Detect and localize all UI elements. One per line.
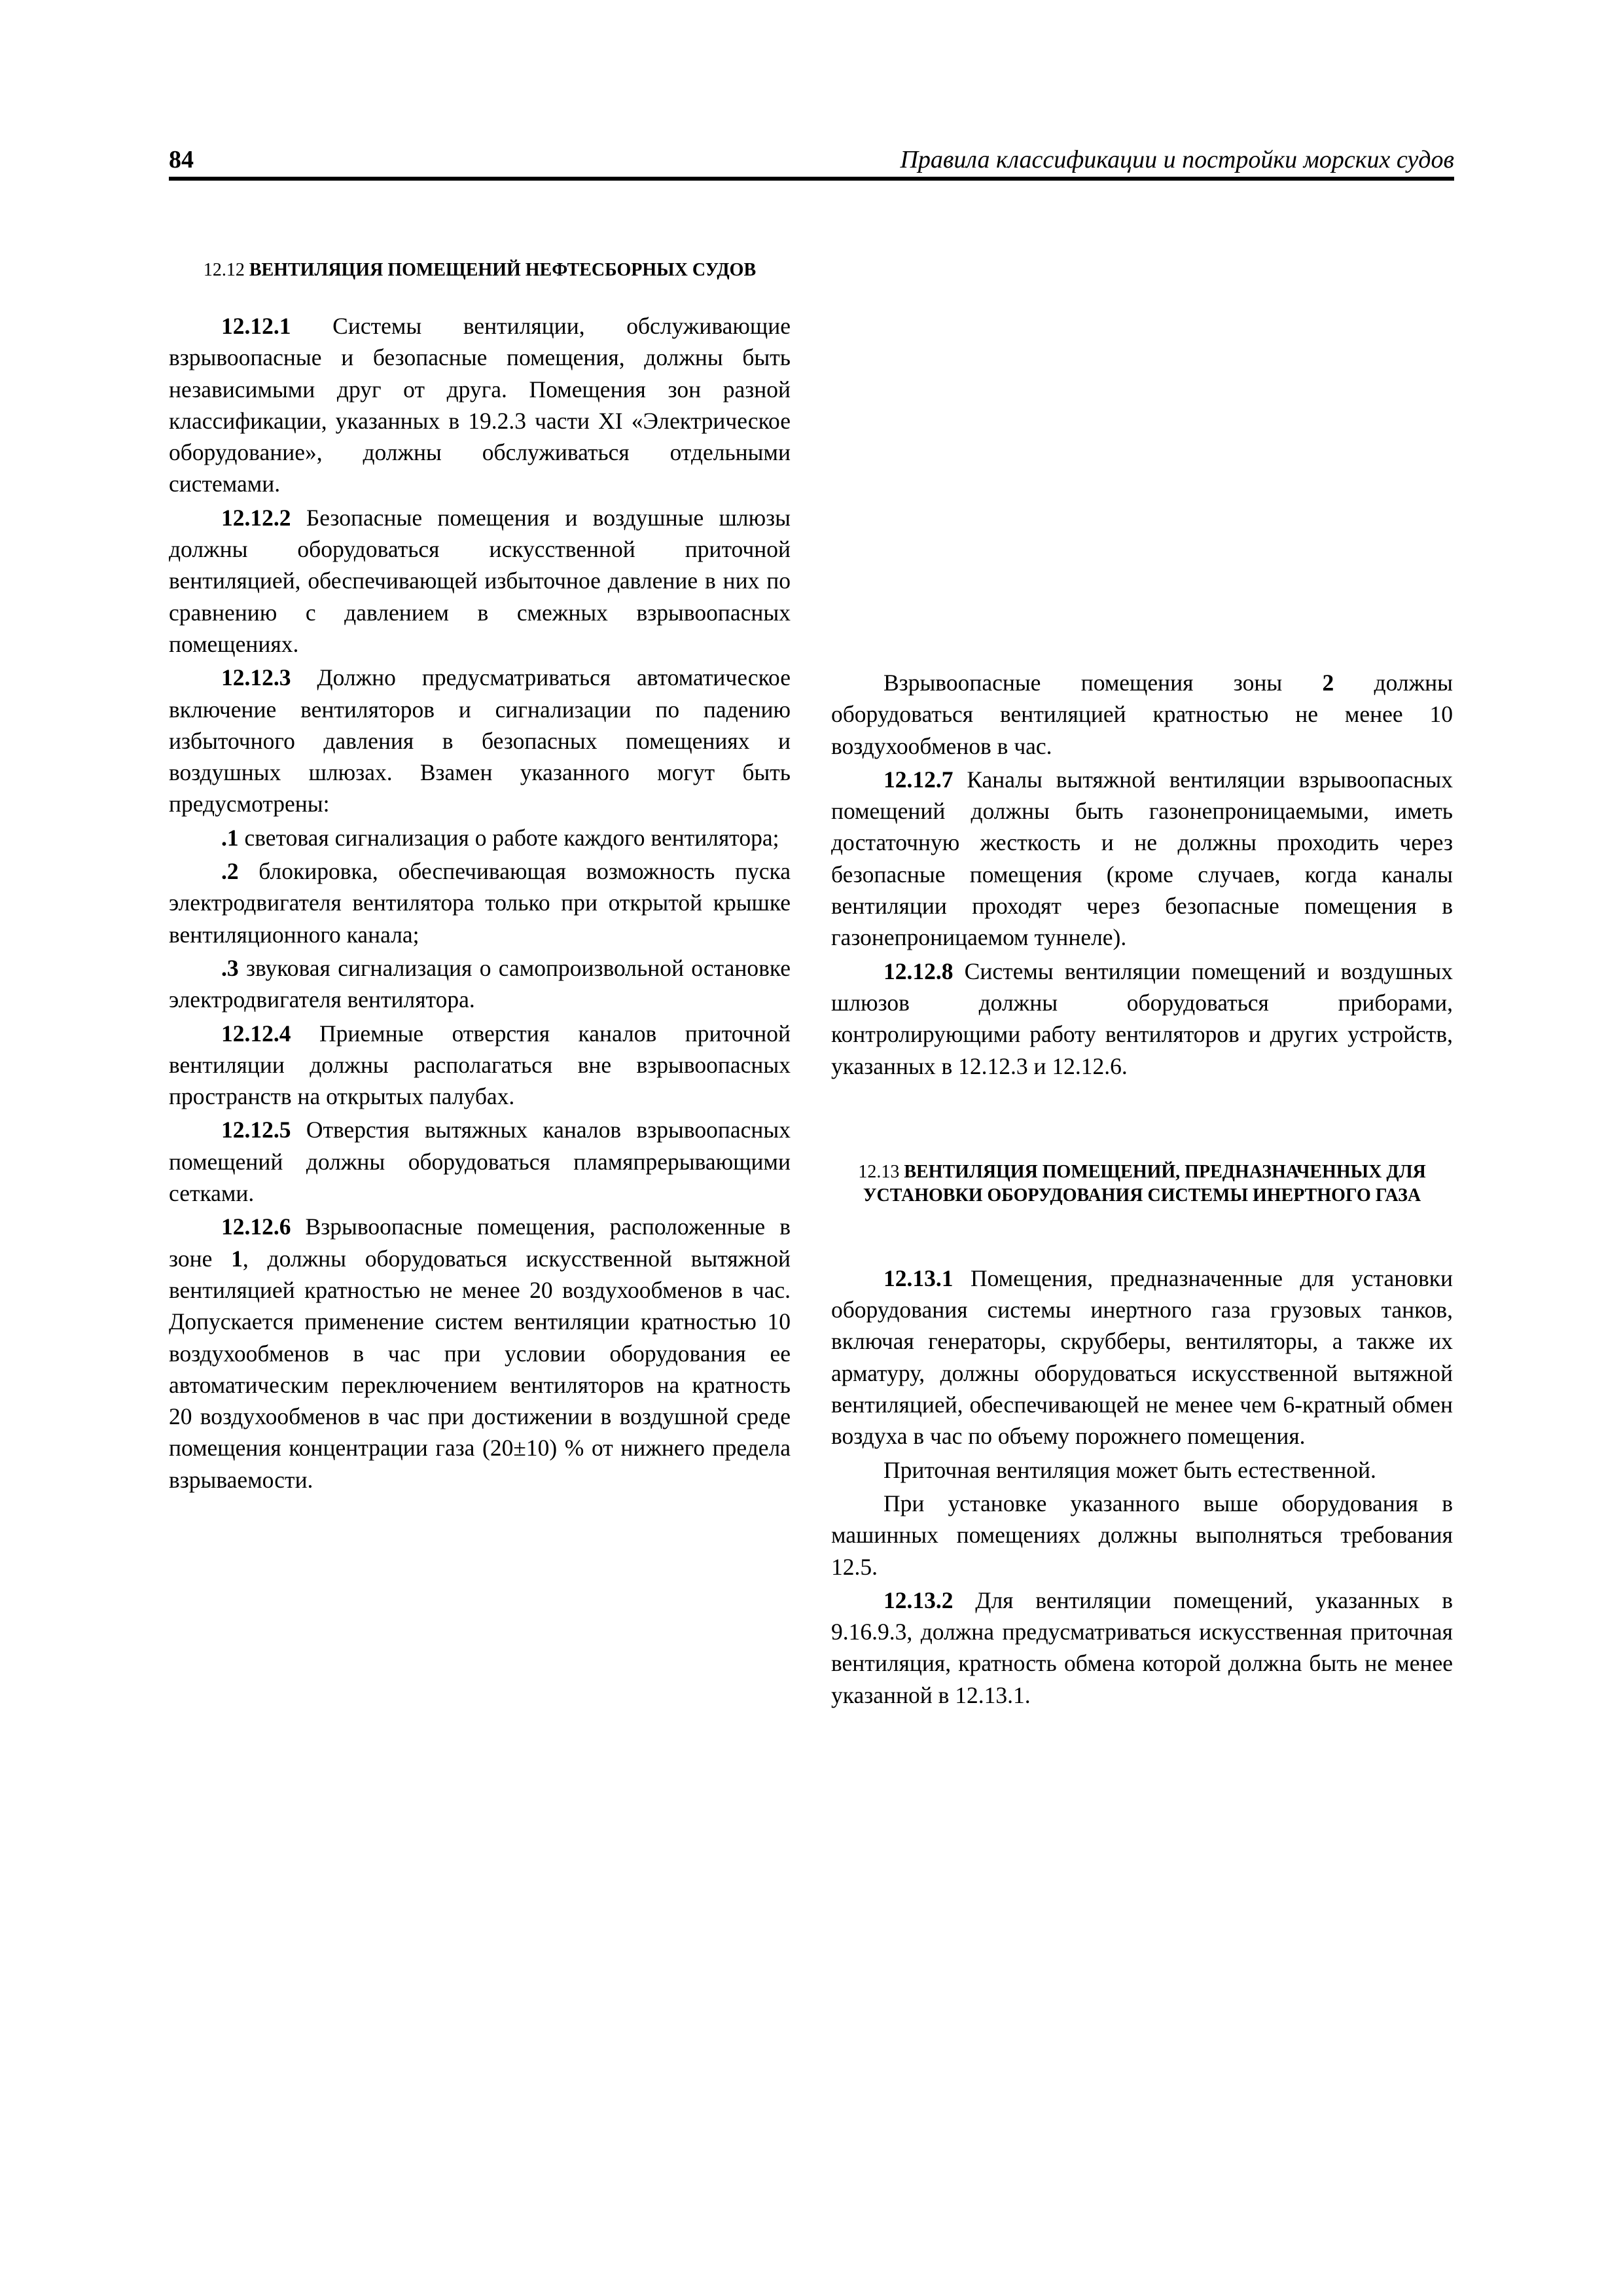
section-title: ВЕНТИЛЯЦИЯ ПОМЕЩЕНИЙ НЕФТЕСБОРНЫХ СУДОВ <box>249 260 757 280</box>
paragraph-text: Взрывоопасные помещения, расположенные в зоне <box>169 1213 791 1272</box>
list-item-3 <box>169 952 791 1016</box>
left-column <box>169 259 791 1498</box>
paragraph-12-12-2 <box>169 502 791 660</box>
paragraph-text: Безопасные помещения и воздушные шлюзы должны оборудоваться искусственной приточной вентиляцией, обеспечивающей избыточное давление в них по сравнению с давлением в смежных взрывоопасных помещениях. <box>169 504 791 657</box>
paragraph-12-12-3 <box>169 662 791 819</box>
paragraph-number: 12.13.2 <box>883 1587 954 1613</box>
running-title: Правила классификации и постройки морских судов <box>900 146 1454 173</box>
paragraph-natural-ventilation <box>831 1454 1453 1486</box>
list-item-1 <box>169 822 791 853</box>
paragraph-text: Для вентиляции помещений, указанных в 9.16.9.3, должна предусматриваться искусственная приточная вентиляция, кратность обмена которой должна быть не менее указанной в 12.13.1. <box>831 1587 1453 1708</box>
paragraph-machinery-spaces <box>831 1488 1453 1583</box>
right-column-body <box>831 667 1453 1713</box>
zone-number: 2 <box>1322 670 1334 696</box>
paragraph-text: Системы вентиляции помещений и воздушных шлюзов должны оборудоваться приборами, контролирующими работу вентиляторов и других устройств, указанных в 12.12.3 и 12.12.6. <box>831 958 1453 1079</box>
paragraph-text: Каналы вытяжной вентиляции взрывоопасных помещений должны быть газонепроницаемыми, иметь достаточную жесткость и не должны проходить через безопасные помещения (кроме случаев, когда каналы вентиляции проходят через безопасные помещения в газонепроницаемом туннеле). <box>831 766 1453 951</box>
paragraph-12-13-2 <box>831 1585 1453 1711</box>
list-item-text: блокировка, обеспечивающая возможность пуска электродвигателя вентилятора только при открытой крышке вентиляционного канала; <box>169 858 791 948</box>
paragraph-12-12-6-zone-2 <box>831 667 1453 762</box>
header-rule <box>169 177 1454 181</box>
list-item-2 <box>169 855 791 950</box>
paragraph-number: 12.12.4 <box>221 1020 291 1047</box>
paragraph-12-12-1 <box>169 310 791 500</box>
paragraph-text: , должны оборудоваться искусственной вытяжной вентиляцией кратностью не менее <box>169 1245 791 1303</box>
section-heading-12-13 <box>831 1160 1453 1208</box>
paragraph-text: Приемные отверстия каналов приточной вентиляции должны располагаться вне взрывоопасных пространств на открытых палубах. <box>169 1020 791 1110</box>
paragraph-number: 12.12.8 <box>883 958 954 984</box>
paragraph-number: 12.12.3 <box>221 664 291 691</box>
paragraph-number: 12.12.2 <box>221 504 291 531</box>
zone-number: 1 <box>231 1245 243 1272</box>
paragraph-text: Системы вентиляции, обслуживающие взрывоопасные и безопасные помещения, должны быть независимыми друг от друга. Помещения зон разной классификации, указанных в 19.2.3 части XI «Электрическое оборудование», должны обслуживаться отдельными системами. <box>169 313 791 497</box>
list-item-number: .3 <box>221 954 239 981</box>
list-item-text: звуковая сигнализация о самопроизвольной остановке электродвигателя вентилятора. <box>169 954 791 1013</box>
air-change-rate: 20 <box>529 1276 553 1303</box>
paragraph-12-12-5 <box>169 1114 791 1209</box>
page-header <box>169 145 1454 179</box>
page-number: 84 <box>169 146 194 173</box>
paragraph-text: При установке указанного выше оборудования в машинных помещениях должны выполняться требования 12.5. <box>831 1490 1453 1580</box>
paragraph-number: 12.12.6 <box>221 1213 291 1240</box>
paragraph-12-12-4 <box>169 1018 791 1113</box>
paragraph-text: Взрывоопасные помещения зоны <box>883 670 1323 696</box>
section-number: 12.12 <box>203 260 245 280</box>
paragraph-12-12-8 <box>831 956 1453 1082</box>
section-title: ВЕНТИЛЯЦИЯ ПОМЕЩЕНИЙ, ПРЕДНАЗНАЧЕННЫХ ДЛЯ УСТАНОВКИ ОБОРУДОВАНИЯ СИСТЕМЫ ИНЕРТНОГО ГАЗА <box>863 1161 1426 1206</box>
paragraph-text: воздухообменов в час. Допускается применение систем вентиляции кратностью 10 воздухообменов в час при условии оборудования ее автоматическим переключением вентиляторов на кратность 20 воздухообменов в час при достижении в воздушной среде помещения концентрации газа (20±10) % от нижнего предела взрываемости. <box>169 1276 791 1493</box>
paragraph-text: Должно предусматриваться автоматическое включение вентиляторов и сигнализации по падению избыточного давления в безопасных помещениях и воздушных шлюзах. Взамен указанного могут быть предусмотрены: <box>169 664 791 817</box>
paragraph-number: 12.12.5 <box>221 1117 291 1143</box>
section-number: 12.13 <box>858 1161 900 1182</box>
list-item-text: световая сигнализация о работе каждого вентилятора; <box>238 824 779 851</box>
paragraph-text: должны оборудоваться вентиляцией кратностью не менее 10 воздухообменов в час. <box>831 670 1453 759</box>
paragraph-text: Помещения, предназначенные для установки оборудования системы инертного газа грузовых танков, включая генераторы, скрубберы, вентиляторы, а также их арматуру, должны оборудоваться искусственной вытяжной вентиляцией, обеспечивающей не менее чем 6-кратный обмен воздуха в час по объему порожнего помещения. <box>831 1265 1453 1450</box>
paragraph-12-12-7 <box>831 764 1453 954</box>
paragraph-12-12-6 <box>169 1211 791 1496</box>
section-heading-12-12 <box>169 259 791 282</box>
paragraph-number: 12.13.1 <box>883 1265 954 1291</box>
paragraph-number: 12.12.1 <box>221 313 291 339</box>
paragraph-number: 12.12.7 <box>883 766 954 793</box>
paragraph-text: Отверстия вытяжных каналов взрывоопасных помещений должны оборудоваться пламяпрерывающими сетками. <box>169 1117 791 1207</box>
paragraph-12-13-1 <box>831 1263 1453 1452</box>
paragraph-text: Приточная вентиляция может быть естественной. <box>883 1456 1376 1483</box>
list-item-number: .1 <box>221 824 239 851</box>
list-item-number: .2 <box>221 858 239 885</box>
